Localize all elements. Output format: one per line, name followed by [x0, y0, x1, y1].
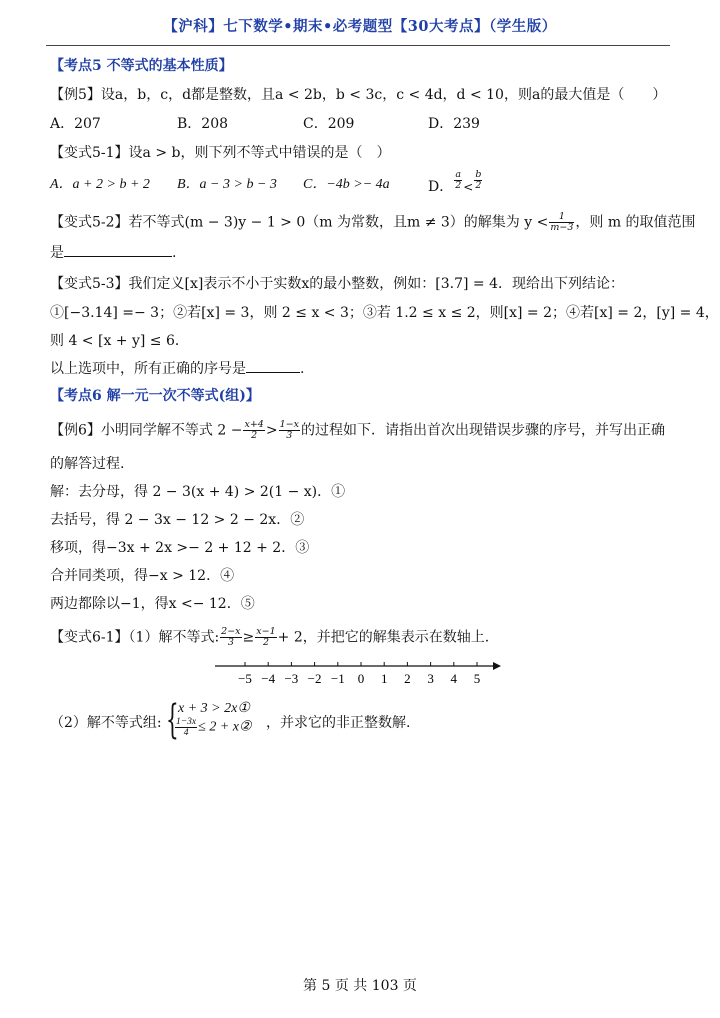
frac-denominator: 2 [475, 180, 482, 191]
variant61-part1-text-a: （1）解不等式: [128, 629, 220, 646]
frac-denominator: 2 [262, 637, 269, 648]
example5-option-d: D．239 [428, 116, 480, 132]
variant61-tag: 【变式6-1】 [50, 629, 129, 646]
variant61-part1 [50, 627, 489, 648]
frac-denominator: 2 [455, 180, 462, 191]
variant53-line2: ①[−3.14] =− 3；②若[x] = 3，则 2 ≤ x < 3；③若 1.2 ≤ x ≤ 2，则[x] = 2；④若[x] = 2，[y] = 4， [50, 305, 719, 321]
example6-step-3: 移项，得−3x + 2x >− 2 + 12 + 2．③ [50, 540, 310, 556]
variant51-text: 设a > b，则下列不等式中错误的是（ ） [128, 145, 391, 161]
number-line-labels [238, 671, 480, 686]
variant52-tag: 【变式5-2】 [50, 214, 129, 231]
variant51-option-d-frac-a [454, 170, 462, 191]
example6-text-b: 的过程如下．请指出首次出现错误步骤的序号，并写出正确 [300, 422, 665, 439]
variant51-question [50, 144, 391, 162]
number-line-tick-label: −2 [307, 671, 322, 686]
example6-step-4: 合并同类项，得−x > 12．④ [50, 568, 235, 584]
example6-tag: 【例6】 [50, 422, 101, 439]
system-inequality-2-rest: ≤ 2 + x② [198, 719, 252, 735]
example6-line2: 的解答过程. [50, 456, 125, 472]
variant51-option-d-label: D． [428, 178, 454, 195]
number-line-tick-label: 2 [404, 671, 411, 686]
frac-denominator: 3 [227, 637, 234, 648]
less-than-sign: < [463, 179, 474, 194]
variant61-part2-label: （2）解不等式组: [50, 715, 162, 731]
variant51-option-a: A．a + 2 > b + 2 [50, 177, 150, 192]
variant51-tag: 【变式5-1】 [50, 145, 129, 161]
variant51-option-d-frac-b [474, 170, 482, 191]
example6-text-a: 小明同学解不等式 2 − [100, 422, 243, 439]
frac-numerator: 1 [549, 212, 574, 223]
arrow-right-icon [493, 662, 501, 670]
number-line-tick-label: −4 [261, 671, 276, 686]
number-line-tick-label: 5 [473, 671, 481, 686]
example6-frac-1 [243, 420, 264, 441]
variant52-text2: ，则 m 的取值范围 [575, 214, 696, 231]
frac-numerator: 1−x [279, 419, 299, 430]
example5-option-b: B．208 [177, 116, 229, 132]
variant53-line4-text: 以上选项中，所有正确的序号是 [50, 361, 246, 377]
number-line-tick-label: 3 [427, 671, 434, 686]
example6-question [50, 420, 665, 441]
variant61-part2-text: ，并求它的非正整数解. [266, 715, 411, 731]
frac-denominator: 2 [251, 430, 258, 441]
page-footer: 第 5 页 共 103 页 [303, 978, 417, 994]
variant52-fraction [549, 212, 574, 233]
greater-than-sign: > [265, 422, 278, 439]
frac-denominator: m−3 [550, 222, 574, 233]
variant61-frac-2 [255, 627, 276, 648]
number-line-tick-label: −1 [330, 671, 345, 686]
example6-step-5: 两边都除以−1，得x <− 12．⑤ [50, 596, 255, 612]
header-divider [46, 45, 670, 46]
ge-sign: ≥ [242, 629, 255, 646]
variant53-line4 [50, 360, 304, 378]
answer-blank[interactable] [246, 372, 300, 373]
variant51-option-d [428, 169, 483, 195]
number-line-tick-label: 0 [357, 671, 365, 686]
variant53-tag: 【变式5-3】 [50, 276, 129, 292]
number-line-tick-label: 1 [380, 671, 388, 686]
variant53-text: 我们定义[x]表示不小于实数x的最小整数，例如：[3.7] = 4．现给出下列结论： [128, 276, 624, 292]
variant61-part1-text-b: + 2，并把它的解集表示在数轴上. [277, 629, 490, 646]
example5-text: 设a，b，c，d都是整数，且a < 2b，b < 3c，c < 4d，d < 10，则a的最大值是（ ） [100, 87, 667, 103]
example6-frac-2 [279, 420, 300, 441]
variant51-option-b: B．a − 3 > b − 3 [177, 177, 277, 192]
variant52-line2 [50, 244, 176, 262]
system-inequality-2 [174, 717, 252, 738]
system-inequality-1: x + 3 > 2x① [178, 701, 250, 716]
topic5-heading: 【考点5 不等式的基本性质】 [50, 58, 233, 74]
number-line-tick-label: −5 [238, 671, 252, 686]
variant51-option-c: C．−4b >− 4a [303, 177, 390, 192]
variant52-line2-text: 是 [50, 245, 64, 261]
frac-numerator: x+4 [244, 419, 264, 430]
page-header-title: 【沪科】七下数学•期末•必考题型【30大考点】（学生版） [163, 18, 557, 35]
frac-numerator: x−1 [256, 626, 276, 637]
example6-step-1: 解：去分母，得 2 − 3(x + 4) > 2(1 − x)．① [50, 484, 346, 500]
variant61-frac-1 [220, 627, 241, 648]
frac-numerator: 2−x [221, 626, 241, 637]
variant52-question [50, 212, 696, 233]
number-line-tick-label: 4 [450, 671, 458, 686]
variant52-text1: 若不等式(m − 3)y − 1 > 0（m 为常数，且m ≠ 3）的解集为 y < [128, 214, 549, 231]
variant53-question [50, 275, 624, 293]
frac-denominator: 3 [286, 430, 293, 441]
example5-tag: 【例5】 [50, 87, 101, 103]
system-brace: { [166, 697, 179, 743]
number-line [215, 655, 505, 691]
frac-numerator: 1−3x [176, 717, 197, 727]
topic6-heading: 【考点6 解一元一次不等式(组)】 [50, 388, 260, 404]
frac-numerator: b [475, 169, 482, 180]
frac-numerator: a [455, 169, 462, 180]
variant53-line3: 则 4 < [x + y] ≤ 6． [50, 333, 189, 349]
system-frac [175, 717, 197, 738]
answer-blank[interactable] [64, 256, 172, 257]
variant53-line4-end: . [300, 361, 305, 377]
example5-option-a: A．207 [50, 116, 101, 132]
example6-step-2: 去括号，得 2 − 3x − 12 > 2 − 2x．② [50, 512, 305, 528]
number-line-tick-label: −3 [284, 671, 299, 686]
frac-denominator: 4 [183, 728, 189, 738]
example5-question [50, 86, 666, 104]
example5-option-c: C．209 [303, 116, 355, 132]
variant52-line2-end: . [172, 245, 177, 261]
